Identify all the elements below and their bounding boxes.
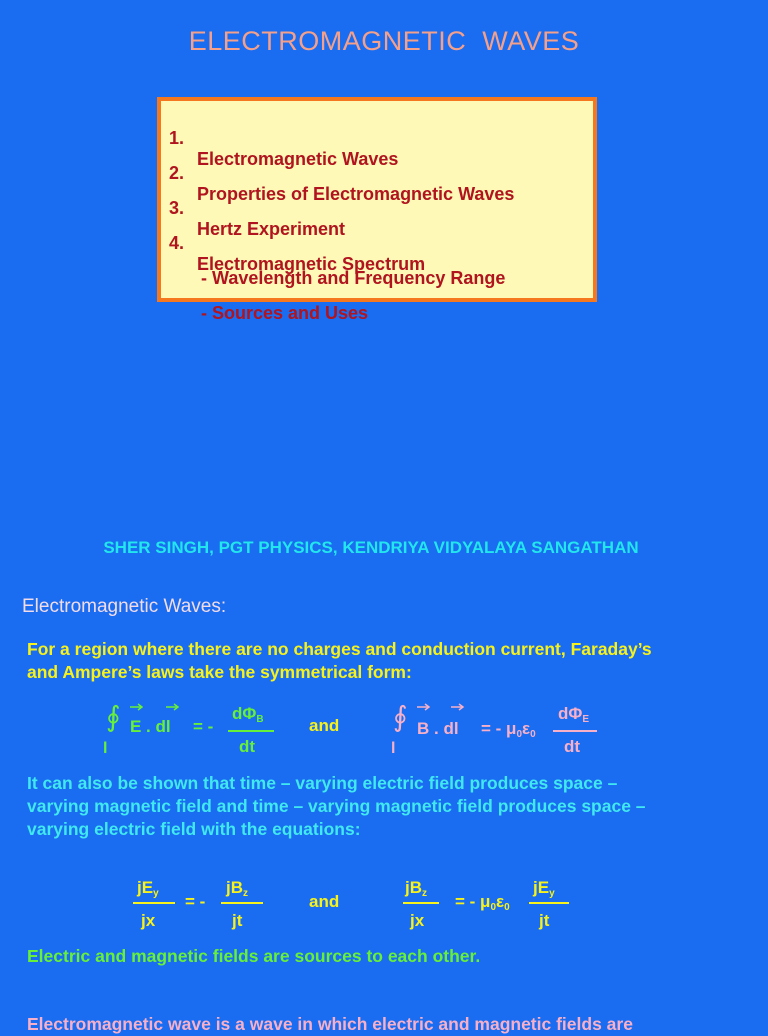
fraction-bar — [221, 902, 263, 904]
fraction-bar — [228, 730, 274, 732]
paragraph-line: and Ampere’s laws take the symmetrical form: — [27, 662, 412, 682]
paragraph-line: For a region where there are no charges and conduction current, Faraday’s — [27, 639, 652, 659]
author-credit: SHER SINGH, PGT PHYSICS, KENDRIYA VIDYALAYA SANGATHAN — [103, 538, 639, 557]
magnetic-wave-equation — [403, 876, 578, 936]
fraction-numerator: $jB_z$ — [405, 878, 427, 899]
equals-sign: = - — [193, 717, 214, 736]
toc-number: 2. — [169, 163, 185, 183]
toc-subtext: - Wavelength and Frequency Range — [201, 268, 506, 288]
vector-arrows — [128, 702, 188, 712]
section-heading: Electromagnetic Waves: — [22, 596, 227, 617]
fraction-denominator: dt — [239, 737, 256, 756]
contour-integral-symbol: ∮ — [393, 701, 408, 732]
equals-sign: = - — [185, 892, 206, 911]
fraction-numerator: $d\Phi_B$ — [232, 704, 264, 725]
fraction-numerator: $jE_y$ — [137, 878, 159, 899]
toc-text: Electromagnetic Spectrum — [197, 254, 426, 274]
toc-number: 4. — [169, 233, 185, 253]
toc-subtext: - Sources and Uses — [201, 303, 369, 323]
equation-lhs: E . dl — [130, 717, 171, 736]
equals-constants: = - $\mu_0\varepsilon_0$ — [455, 892, 510, 913]
toc-text: Properties of Electromagnetic Waves — [197, 184, 515, 204]
equation-lhs: B . dl — [417, 719, 459, 738]
faraday-equation — [103, 700, 276, 762]
paragraph-line: varying magnetic field and time – varying magnetic field produces space – — [27, 796, 646, 816]
paragraph-sources: Electric and magnetic fields are sources to each other. — [27, 946, 481, 966]
paragraph-definition-partial: Electromagnetic wave is a wave in which electric and magnetic fields are — [27, 1014, 633, 1034]
toc-number: 1. — [169, 128, 185, 148]
toc-text: Electromagnetic Waves — [197, 149, 399, 169]
fraction-denominator: jx — [410, 911, 425, 930]
paragraph-line: varying electric field with the equations: — [27, 819, 361, 839]
integral-limit: l — [103, 740, 108, 757]
contour-integral-symbol: ∮ — [106, 701, 121, 732]
fraction-bar — [529, 902, 569, 904]
equals-constants: = - $\mu_0\varepsilon_0$ — [481, 719, 536, 740]
toc-subitem-2 — [161, 282, 369, 345]
toc-number: 3. — [169, 198, 185, 218]
fraction-bar — [133, 902, 175, 904]
vector-arrows — [415, 702, 475, 712]
and-label-2: and — [309, 892, 340, 911]
fraction-denominator: jx — [141, 911, 156, 930]
fraction-bar — [553, 730, 597, 732]
paragraph-time-varying — [27, 772, 737, 841]
fraction-bar — [403, 902, 439, 904]
fraction-denominator: jt — [539, 911, 550, 930]
and-label: and — [309, 716, 340, 735]
electric-wave-equation — [133, 876, 273, 936]
page-title: ELECTROMAGNETIC WAVES — [188, 26, 580, 56]
fraction-numerator: $jE_y$ — [533, 878, 555, 899]
fraction-numerator: $jB_z$ — [226, 878, 248, 899]
fraction-numerator: $d\Phi_E$ — [558, 704, 590, 725]
paragraph-intro — [27, 638, 737, 684]
integral-limit: l — [391, 740, 396, 757]
contents-box — [157, 97, 597, 323]
fraction-denominator: dt — [564, 737, 581, 756]
fraction-denominator: jt — [232, 911, 243, 930]
paragraph-line: It can also be shown that time – varying electric field produces space – — [27, 773, 618, 793]
toc-text: Hertz Experiment — [197, 219, 346, 239]
ampere-equation — [393, 700, 613, 762]
